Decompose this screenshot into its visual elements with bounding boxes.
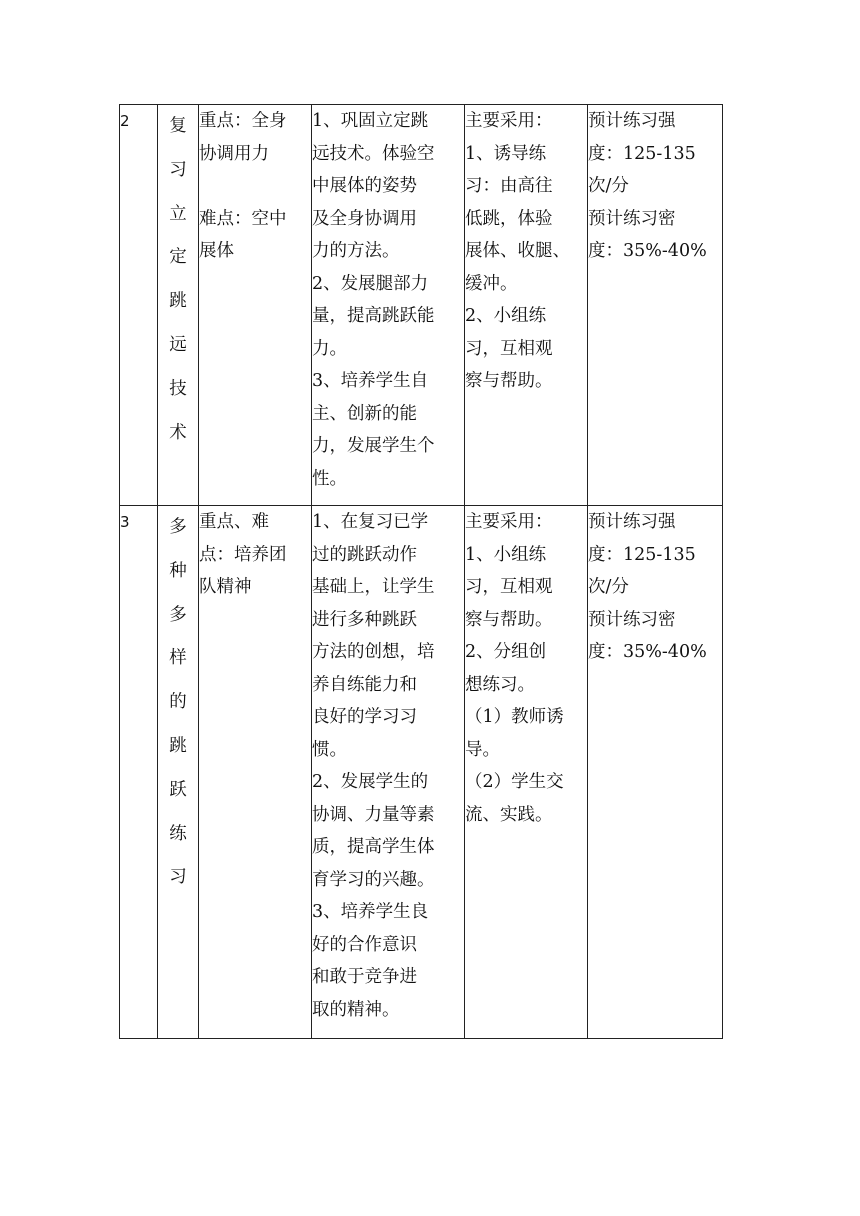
goals-cell	[312, 105, 465, 506]
focus-line: 队精神	[199, 577, 252, 597]
topic-char: 多	[169, 604, 187, 625]
topic-char: 定	[169, 247, 187, 268]
topic-char: 多	[169, 517, 187, 537]
topic-char: 练	[169, 823, 187, 844]
goal-line: 3、培养学生良	[312, 902, 429, 922]
method-line: 低跳，体验	[465, 208, 553, 229]
method-line: 2、小组练	[465, 306, 547, 326]
topic-cell	[158, 506, 199, 1039]
load-line: 度：35%-40%	[588, 241, 707, 261]
topic-char: 习	[169, 867, 187, 888]
topic-char: 技	[169, 378, 187, 399]
method-line: 1、小组练	[465, 544, 547, 565]
topic-char: 术	[169, 422, 187, 443]
method-line: 主要采用：	[465, 512, 553, 532]
goal-line: 好的合作意识	[312, 934, 417, 955]
load-line: 次/分	[588, 176, 629, 196]
topic-char: 跃	[169, 779, 187, 800]
focus-line: 协调用力	[199, 143, 269, 164]
goal-line: 力，发展学生个	[312, 436, 435, 456]
table-row	[120, 506, 723, 1039]
goal-line: 2、发展腿部力	[312, 273, 429, 294]
load-line: 预计练习密	[588, 609, 676, 630]
method-line: 展体、收腿、	[465, 241, 570, 261]
goal-line: 1、巩固立定跳	[312, 111, 429, 131]
method-line: 缓冲。	[465, 273, 518, 294]
topic-char: 远	[169, 334, 187, 355]
difficulty-line: 难点：空中	[199, 208, 287, 229]
load-line: 度：125-135	[588, 544, 696, 565]
focus-line: 重点、难	[199, 512, 269, 532]
goal-line: 取的精神。	[312, 999, 400, 1020]
method-line: 主要采用：	[465, 111, 553, 131]
focus-line: 点：培养团	[199, 544, 287, 565]
goal-line: 力的方法。	[312, 241, 400, 261]
goal-line: 量，提高跳跃能	[312, 306, 435, 326]
method-line: 察与帮助。	[465, 609, 553, 630]
method-line: 1、诱导练	[465, 143, 547, 164]
topic-char: 种	[169, 560, 187, 581]
load-line: 预计练习强	[588, 111, 676, 131]
goal-line: 养自练能力和	[312, 674, 417, 695]
goal-line: 2、发展学生的	[312, 772, 429, 792]
method-line: 习：由高往	[465, 176, 553, 196]
load-line: 度：125-135	[588, 143, 696, 164]
goal-line: 性。	[312, 468, 347, 489]
method-line: 流、实践。	[465, 804, 553, 825]
goal-line: 主、创新的能	[312, 403, 417, 424]
method-line: （2）学生交	[465, 772, 564, 792]
topic-char: 习	[169, 159, 187, 180]
methods-cell	[465, 506, 588, 1039]
load-cell	[588, 506, 723, 1039]
topic-char: 复	[169, 116, 187, 136]
method-line: 习，互相观	[465, 338, 553, 359]
goal-line: 和敢于竞争进	[312, 967, 417, 987]
load-line: 预计练习强	[588, 512, 676, 532]
row-number: 3	[120, 506, 158, 1039]
difficulty-line: 展体	[199, 241, 234, 261]
goal-line: 基础上，让学生	[312, 577, 435, 597]
goal-line: 育学习的兴趣。	[312, 869, 435, 890]
goal-line: 力。	[312, 338, 347, 359]
goal-line: 进行多种跳跃	[312, 609, 417, 630]
method-line: 习，互相观	[465, 577, 553, 597]
topic-char: 样	[169, 648, 187, 669]
goal-line: 1、在复习已学	[312, 512, 429, 532]
goal-line: 方法的创想，培	[312, 642, 435, 662]
goals-cell	[312, 506, 465, 1039]
table-row	[120, 105, 723, 506]
goal-line: 惯。	[312, 739, 347, 760]
load-line: 次/分	[588, 577, 629, 597]
lesson-plan-table	[119, 104, 723, 1039]
spacer	[199, 170, 311, 203]
load-line: 度：35%-40%	[588, 642, 707, 662]
goal-line: 中展体的姿势	[312, 176, 417, 196]
method-line: 察与帮助。	[465, 371, 553, 391]
goal-line: 协调、力量等素	[312, 804, 435, 825]
load-line: 预计练习密	[588, 208, 676, 229]
key-points-cell	[199, 506, 312, 1039]
method-line: 2、分组创	[465, 642, 547, 662]
goal-line: 良好的学习习	[312, 707, 417, 727]
focus-line: 重点：全身	[199, 111, 287, 131]
method-line: 想练习。	[465, 674, 535, 695]
goal-line: 远技术。体验空	[312, 143, 435, 164]
topic-char: 立	[169, 203, 187, 224]
goal-line: 3、培养学生自	[312, 371, 429, 391]
load-cell	[588, 105, 723, 506]
topic-cell	[158, 105, 199, 506]
method-line: （1）教师诱	[465, 707, 564, 727]
topic-char: 跳	[169, 291, 187, 312]
topic-char: 的	[169, 692, 187, 713]
row-number: 2	[120, 105, 158, 506]
goal-line: 过的跳跃动作	[312, 544, 417, 565]
goal-line: 质，提高学生体	[312, 837, 435, 857]
methods-cell	[465, 105, 588, 506]
method-line: 导。	[465, 739, 500, 760]
topic-char: 跳	[169, 735, 187, 756]
goal-line: 及全身协调用	[312, 208, 417, 229]
key-points-cell	[199, 105, 312, 506]
